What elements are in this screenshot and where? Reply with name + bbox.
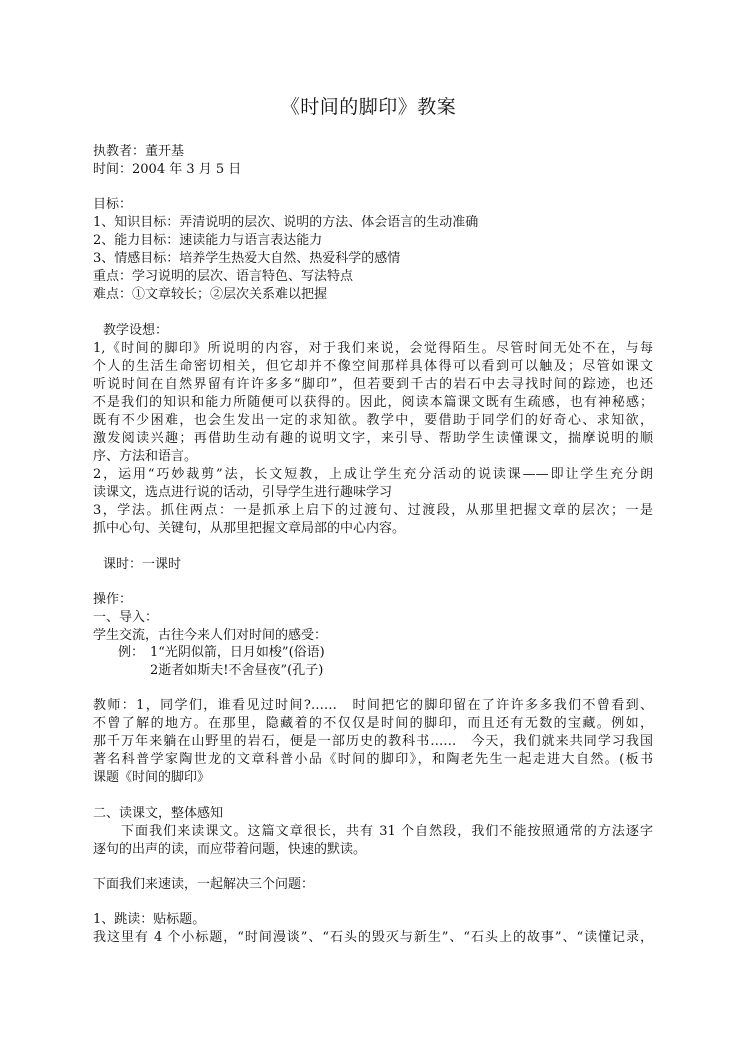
paragraph-line: 那千万年来躺在山野里的岩石，便是一部历史的教科书…… 今天，我们就来共同学习我国: [93, 734, 653, 749]
example-quote-2: 2逝者如斯夫!不舍昼夜”(孔子): [150, 663, 324, 678]
paragraph-line: 激发阅读兴趣；再借助生动有趣的说明文字，来引导、帮助学生读懂课文，揣摩说明的顺: [93, 431, 653, 446]
paragraph-line: 课题《时间的脚印》: [93, 770, 211, 785]
paragraph-line: 不是我们的知识和能力所随便可以获得的。因此，阅读本篇课文既有生疏感，也有神秘感；: [93, 395, 653, 410]
paragraph-line: 我这里有 4 个小标题，“时间漫谈”、“石头的毁灭与新生”、“石头上的故事”、“读懂记录，: [93, 930, 653, 945]
date-line: 时间：2004 年 3 月 5 日: [93, 162, 242, 177]
example-label: 例：: [118, 645, 145, 660]
paragraph-line: 既有不少困难，也会生发出一定的求知欲。教学中，要借助于同学们的好奇心、求知欲，: [93, 413, 653, 428]
paragraph-line: 听说时间在自然界留有许许多多“脚印”，但若要到千古的岩石中去寻找时间的踪迹，也还: [93, 377, 653, 392]
paragraph-line: 序、方法和语言。: [93, 449, 198, 464]
paragraph-line: 著名科普学家陶世龙的文章科普小品《时间的脚印》，和陶老先生一起走进大自然。(板书: [93, 752, 653, 767]
part1-heading: 一、导入：: [93, 610, 159, 625]
paragraph-line: 教师：1，同学们，谁看见过时间?…… 时间把它的脚印留在了许许多多我们不曾看到、: [93, 698, 653, 713]
goals-heading: 目标：: [93, 197, 133, 212]
example-quote-1: 1“光阴似箭，日月如梭”(俗语): [150, 645, 325, 660]
paragraph-line: 不曾了解的地方。在那里，隐藏着的不仅仅是时间的脚印，而且还有无数的宝藏。例如，: [93, 716, 653, 731]
paragraph-line: 2，运用“巧妙裁剪”法，长文短教，上成让学生充分活动的说读课——即让学生充分朗: [93, 467, 653, 482]
paragraph-line: 读课文，选点进行说的话动，引导学生进行趣味学习: [93, 485, 393, 500]
paragraph-line: 抓中心句、关键句，从那里把握文章局部的中心内容。: [93, 521, 406, 536]
goal-knowledge: 1、知识目标：弄清说明的层次、说明的方法、体会语言的生动准确: [93, 215, 479, 230]
teacher-line: 执教者：董开基: [93, 144, 185, 159]
paragraph-line: 1,《时间的脚印》所说明的内容，对于我们来说，会觉得陌生。尽管时间无处不在，与每: [93, 341, 653, 356]
difficulties: 难点：①文章较长；②层次关系难以把握: [93, 287, 328, 302]
three-questions: 下面我们来速读，一起解决三个问题：: [93, 877, 315, 892]
paragraph-line: 逐句的出声的读，而应带着问题，快速的默读。: [93, 842, 367, 857]
key-points: 重点：学习说明的层次、语言特色、写法特点: [93, 269, 354, 284]
skim-heading: 1、跳读：贴标题。: [93, 912, 206, 927]
goal-ability: 2、能力目标：速读能力与语言表达能力: [93, 233, 323, 248]
operations-heading: 操作：: [93, 592, 133, 607]
goal-emotion: 3、情感目标：培养学生热爱大自然、热爱科学的感情: [93, 251, 401, 266]
document-title: 《时间的脚印》教案: [280, 96, 457, 118]
design-heading: 教学设想：: [103, 323, 169, 338]
part1-intro: 学生交流，古往今来人们对时间的感受：: [93, 628, 328, 643]
paragraph-line: 下面我们来读课文。这篇文章很长，共有 31 个自然段，我们不能按照通常的方法逐字: [121, 824, 653, 839]
paragraph-line: 个人的生活生命密切相关，但它却并不像空间那样具体得可以看到可以触及；尽管如课文: [93, 359, 653, 374]
paragraph-line: 3，学法。抓住两点：一是抓承上启下的过渡句、过渡段，从那里把握文章的层次；一是: [93, 503, 653, 518]
part2-heading: 二、读课文，整体感知: [93, 806, 224, 821]
class-period: 课时：一课时: [103, 557, 182, 572]
